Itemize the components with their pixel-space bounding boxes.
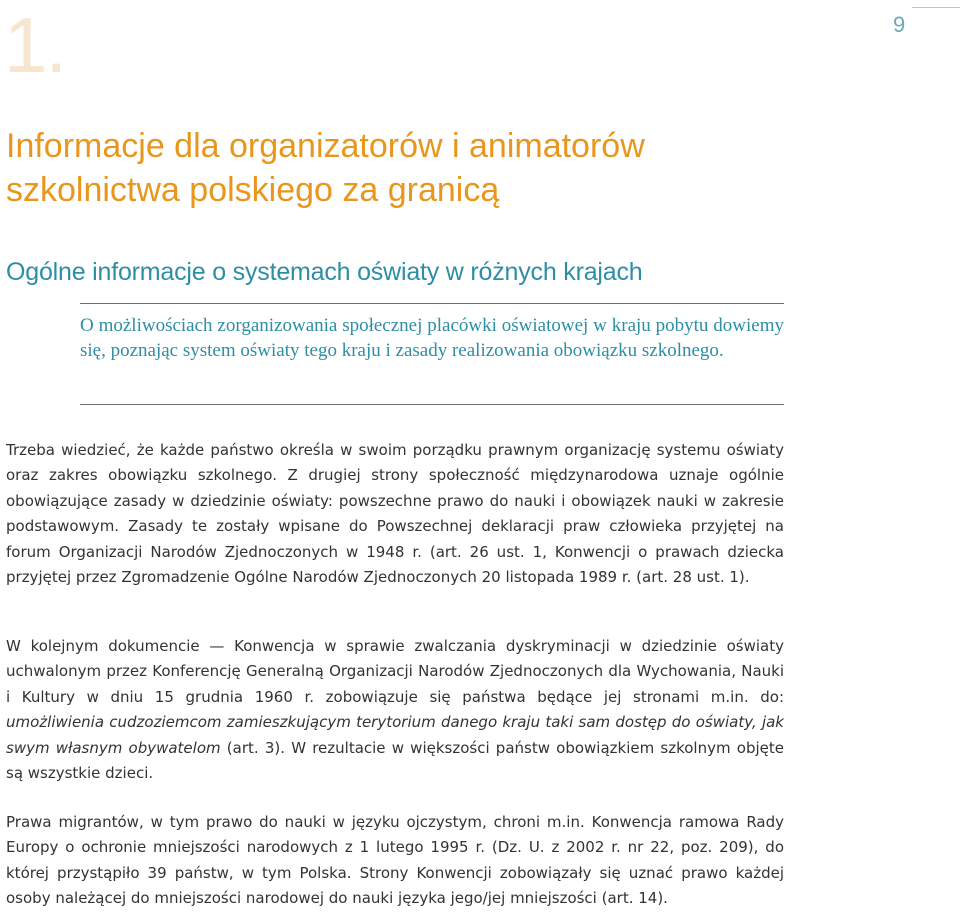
corner-rule [912,7,960,8]
chapter-title: Informacje dla organizatorów i animatorów szkolnictwa polskiego za granicą [6,127,645,209]
lead-top-rule [80,303,784,304]
lead-paragraph: O możliwościach zorganizowania społecznej placówki oświatowej w kraju pobytu dowiemy się, poznając system oświaty tego kraju i zasady realizowania obowiązku szkolnego. [80,315,784,361]
body-paragraph-1: Trzeba wiedzieć, że każde państwo określa w swoim porządku prawnym organizację systemu oświaty oraz zakres obowiązku szkolnego. Z drugiej strony społeczność międzynarodowa uznaje ogólnie obowiązujące zasady w dziedzinie oświaty: powszechne prawo do nauki i obowiązek nauki w zakresie podstawowym. Zasady te zostały wpisane do Powszechnej deklaracji praw człowieka przyjętej na forum Organizacji Narodów Zjednoczonych w 1948 r. (art. 26 ust. 1, Konwencji o prawach dziecka przyjętej przez Zgromadzenie Ogólne Narodów Zjednoczonych 20 listopada 1989 r. (art. 28 ust. 1). [6,441,784,587]
page-number: 9 [893,12,906,37]
body-paragraph-2 [6,634,784,786]
lead-bottom-rule [80,404,784,405]
paragraph-2-text-end: (art. 3). W rezultacie w większości państw obowiązkiem szkolnym objęte są wszystkie dzieci. [6,738,784,783]
paragraph-2-quote: umożliwienia cudzoziemcom zamieszkującym terytorium danego kraju taki sam dostęp do oświaty, jak swym własnym obywatelom [6,713,784,757]
body-paragraph-3: Prawa migrantów, w tym prawo do nauki w języku ojczystym, chroni m.in. Konwencja ramowa Rady Europy o ochronie mniejszości narodowych z 1 lutego 1995 r. (Dz. U. z 2002 r. nr 22, poz. 209), do której przystąpiło 39 państw, w tym Polska. Strony Konwencji zobowiązały się uznać prawo każdej osoby należącej do mniejszości narodowej do nauki języka jego/jej mniejszości (art. 14). [6,813,784,908]
section-title: Ogólne informacje o systemach oświaty w różnych krajach [6,258,643,286]
chapter-number: 1. [4,1,66,89]
paragraph-2-text-start: W kolejnym dokumencie — Konwencja w sprawie zwalczania dyskryminacji w dziedzinie oświaty uchwalonym przez Konferencję Generalną Organizacji Narodów Zjednoczonych dla Wychowania, Nauki i Kultury w dniu 15 grudnia 1960 r. zobowiązuje się państwa będące jej stronami m.in. do: [6,637,784,706]
